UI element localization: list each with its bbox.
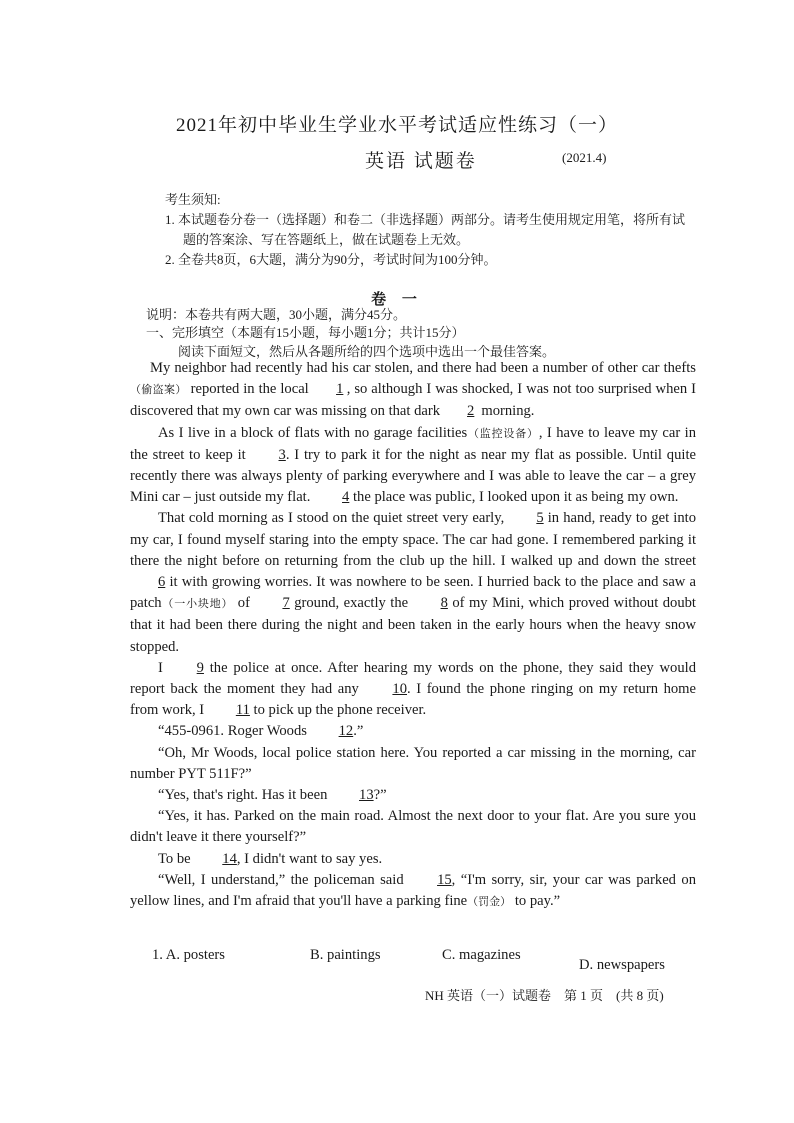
passage-paragraph: My neighbor had recently had his car stolen, and there had been a number of other car thefts（偷盗案） reported in the local 1 , so although I was shocked, I was not too surprised when I discovered that my own car was missing on that dark 2 morning. xyxy=(130,358,696,423)
exam-title: 2021年初中毕业生学业水平考试适应性练习（一） xyxy=(175,115,618,136)
passage-paragraph: That cold morning as I stood on the quiet street very early, 5 in hand, ready to get into my car, I found myself staring into the empty space. The car had gone. I remembered parking it there the night before on returning from the club up the hill. I walked up and down the street 6 it with growing worries. It was nowhere to be seen. I hurried back to the place and saw a patch（一小块地） of 7 ground, exactly the 8 of my Mini, which proved without doubt that it had been there during the night and been taken in the early hours when the heavy snow stopped. xyxy=(130,510,696,655)
option-d: D. newspapers xyxy=(579,957,665,973)
cloze-blank: 6 xyxy=(158,574,166,591)
cloze-blank: 4 xyxy=(342,489,350,506)
passage-paragraph: As I live in a block of flats with no garage facilities（监控设备）, I have to leave my car in the street to keep it 3. I try to park it for the night as near my flat as possible. Until quite recently there was always plenty of parking everywhere and I was able to leave the car – a grey Mini car – just outside my flat. 4 the place was public, I looked upon it as being my own. xyxy=(130,423,696,509)
passage-paragraph: “Well, I understand,” the policeman said 15, “I'm sorry, sir, your car was parked on yellow lines, and I'm afraid that you'll have a parking fine（罚金） to pay.” xyxy=(130,871,696,910)
option-c: C. magazines xyxy=(442,947,521,963)
cloze-passage xyxy=(130,358,696,913)
cloze-blank: 8 xyxy=(440,595,448,612)
cloze-blank: 10 xyxy=(392,681,408,698)
cloze-blank: 15 xyxy=(437,871,452,888)
passage-paragraph: I 9 the police at once. After hearing my words on the phone, they said they would report back the moment they had any 10. I found the phone ringing on my return home from work, I 11 to pick up the phone receiver. xyxy=(130,658,696,722)
option-b: B. paintings xyxy=(310,947,381,963)
passage-paragraph: “Yes, that's right. Has it been 13?” xyxy=(130,785,696,806)
passage-paragraph: “Oh, Mr Woods, local police station here. You reported a car missing in the morning, car number PYT 511F?” xyxy=(130,744,696,782)
section-title: 一、完形填空（本题有15小题，每小题1分；共计15分） xyxy=(146,325,465,340)
passage-paragraph: To be 14, I didn't want to say yes. xyxy=(130,849,696,870)
passage-paragraph: “Yes, it has. Parked on the main road. Almost the next door to your flat. Are you sure you didn't leave it there yourself?” xyxy=(130,808,696,846)
notice-item: 1. 本试题卷分卷一（选择题）和卷二（非选择题）两部分。请考生使用规定用笔，将所有试 xyxy=(165,212,686,227)
section-instruction: 阅读下面短文，然后从各题所给的四个选项中选出一个最佳答案。 xyxy=(178,344,556,359)
cloze-blank: 11 xyxy=(235,702,250,719)
part-heading: 卷 一 xyxy=(371,292,423,308)
notice-heading: 考生须知: xyxy=(165,192,221,207)
passage-paragraph: “455-0961. Roger Woods 12.” xyxy=(130,721,696,742)
cloze-blank: 12 xyxy=(338,723,354,740)
exam-subtitle: 英语 试题卷 xyxy=(365,151,477,172)
option-a: 1. A. posters xyxy=(152,947,225,963)
cloze-blank: 1 xyxy=(336,381,344,398)
cloze-blank: 14 xyxy=(222,850,237,867)
candidate-notice xyxy=(165,190,725,270)
cloze-blank: 9 xyxy=(196,659,204,676)
notice-item: 题的答案涂、写在答题纸上，做在试题卷上无效。 xyxy=(183,232,470,247)
cloze-blank: 2 xyxy=(467,403,475,420)
cloze-blank: 13 xyxy=(359,787,374,804)
part-note: 说明：本卷共有两大题，30小题，满分45分。 xyxy=(146,307,407,322)
page-footer: NH 英语（一）试题卷 第 1 页 (共 8 页) xyxy=(425,988,664,1003)
notice-item: 2. 全卷共8页，6大题，满分为90分，考试时间为100分钟。 xyxy=(165,252,497,267)
cloze-blank: 3 xyxy=(278,446,286,463)
exam-date: (2021.4) xyxy=(562,150,607,165)
cloze-blank: 5 xyxy=(536,510,544,527)
cloze-blank: 7 xyxy=(282,595,290,612)
